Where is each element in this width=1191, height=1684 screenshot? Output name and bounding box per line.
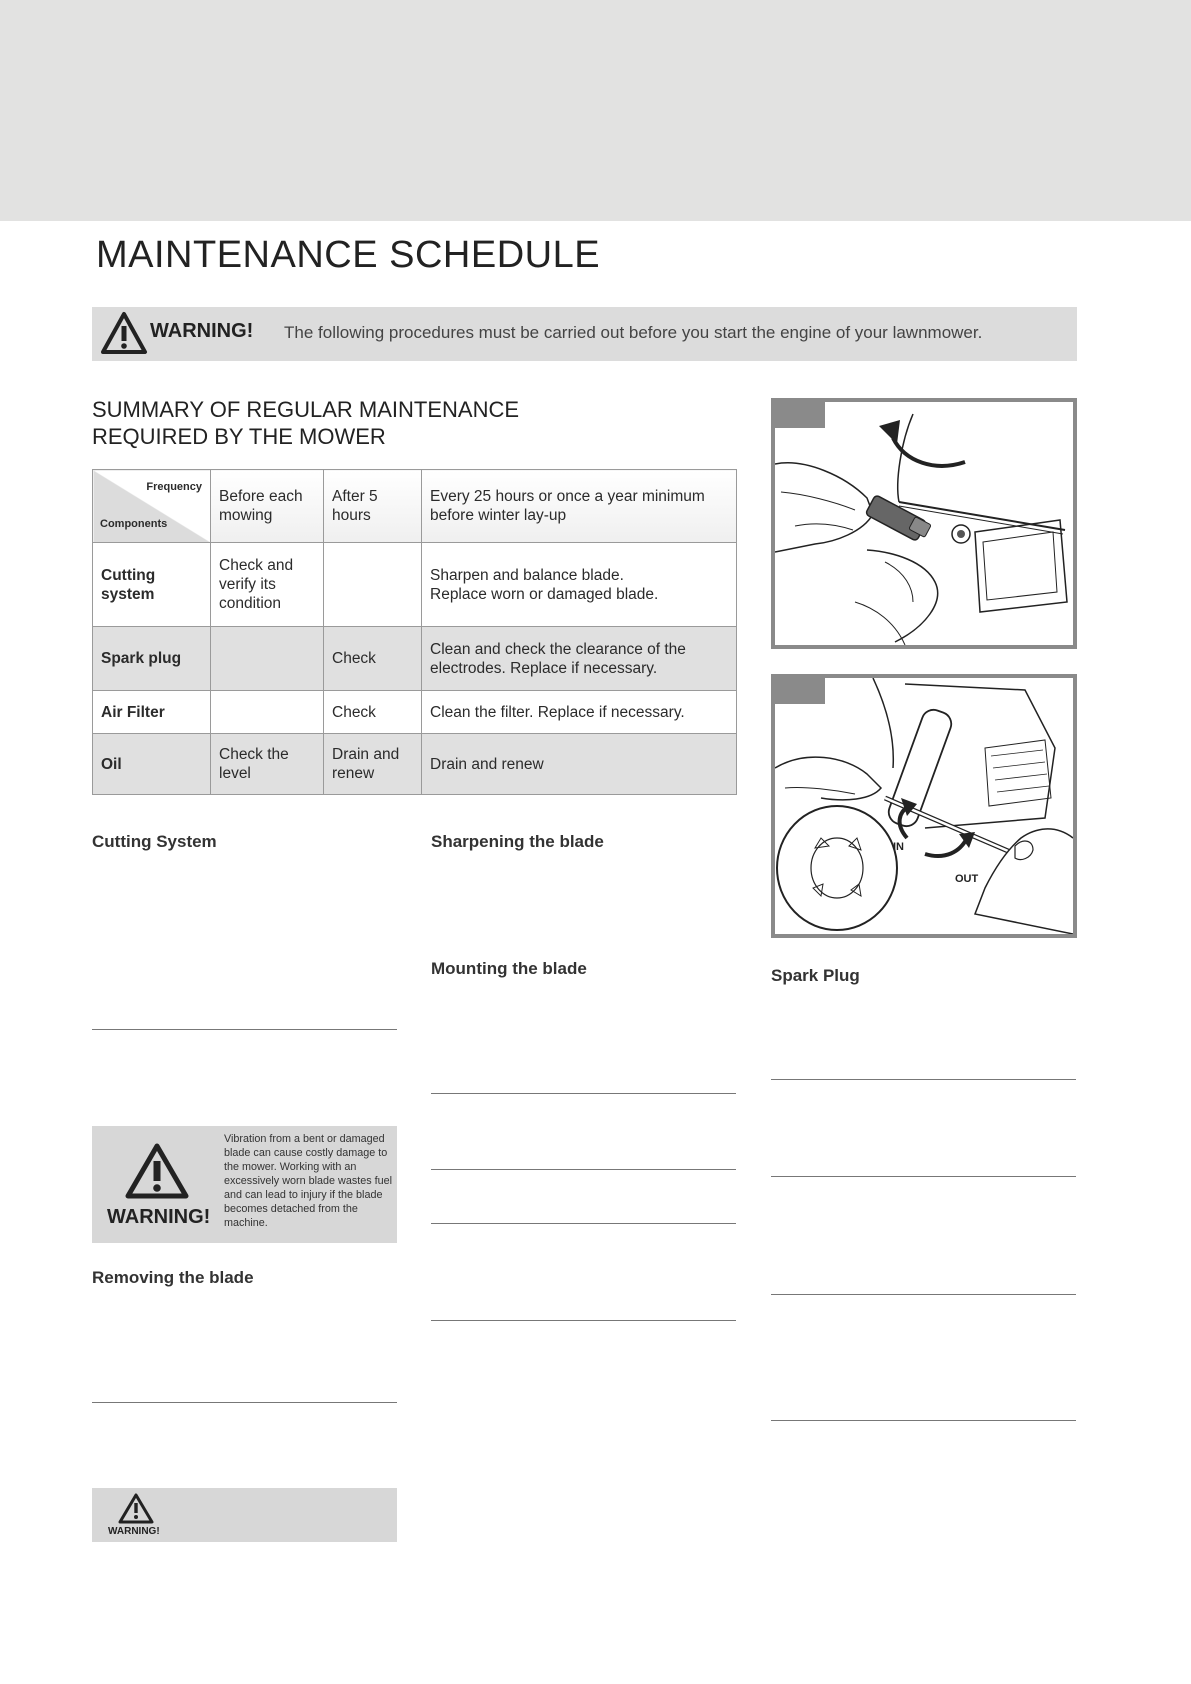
sharpening-heading: Sharpening the blade bbox=[431, 832, 604, 851]
table-cell: Clean and check the clearance of the electrodes. Replace if necessary. bbox=[422, 627, 737, 691]
divider bbox=[92, 1029, 397, 1030]
table-row bbox=[93, 543, 737, 627]
divider bbox=[771, 1420, 1076, 1421]
gap-adjust-illustration bbox=[775, 678, 1073, 934]
divider bbox=[771, 1176, 1076, 1177]
cutting-system-heading: Cutting System bbox=[92, 832, 217, 851]
table-row bbox=[93, 627, 737, 691]
component-cell: Spark plug bbox=[93, 627, 211, 691]
table-cell: Check bbox=[324, 691, 422, 734]
table-header-row bbox=[93, 470, 737, 543]
in-label: IN bbox=[893, 841, 904, 853]
page-title: MAINTENANCE SCHEDULE bbox=[96, 234, 601, 276]
summary-line-2: REQUIRED BY THE MOWER bbox=[92, 424, 386, 449]
divider bbox=[431, 1320, 736, 1321]
divider bbox=[771, 1294, 1076, 1295]
corner-cell bbox=[93, 470, 211, 543]
table-row bbox=[93, 691, 737, 734]
column-header: After 5 hours bbox=[324, 470, 422, 543]
warning-icon bbox=[118, 1493, 154, 1524]
component-cell: Cutting system bbox=[93, 543, 211, 627]
summary-heading bbox=[92, 396, 519, 450]
cell-line: Sharpen and balance blade. bbox=[430, 566, 624, 584]
column-header: Every 25 hours or once a year minimum before winter lay-up bbox=[422, 470, 737, 543]
divider bbox=[92, 1402, 397, 1403]
spark-plug-illustration bbox=[775, 402, 1073, 645]
divider bbox=[771, 1079, 1076, 1080]
maintenance-table bbox=[92, 469, 737, 795]
removing-heading: Removing the blade bbox=[92, 1268, 254, 1287]
table-row bbox=[93, 734, 737, 795]
table-cell: Check the level bbox=[211, 734, 324, 795]
table-cell bbox=[324, 543, 422, 627]
component-cell: Oil bbox=[93, 734, 211, 795]
figure-tab bbox=[775, 678, 825, 704]
header-band bbox=[0, 0, 1191, 221]
summary-line-1: SUMMARY OF REGULAR MAINTENANCE bbox=[92, 397, 520, 422]
bottom-warning-box bbox=[92, 1488, 397, 1542]
warning-text: The following procedures must be carried out before you start the engine of your lawnmower. bbox=[284, 323, 983, 342]
warning-label: WARNING! bbox=[108, 1526, 160, 1537]
spark-plug-removal-figure bbox=[771, 398, 1077, 649]
table-cell: Clean the filter. Replace if necessary. bbox=[422, 691, 737, 734]
divider bbox=[431, 1169, 736, 1170]
table-cell bbox=[211, 691, 324, 734]
warning-icon bbox=[124, 1142, 190, 1200]
divider bbox=[431, 1223, 736, 1224]
spark-plug-gap-figure bbox=[771, 674, 1077, 938]
warning-label: WARNING! bbox=[150, 320, 254, 342]
warning-label: WARNING! bbox=[107, 1206, 211, 1228]
components-label: Components bbox=[100, 518, 168, 530]
blade-warning-box bbox=[92, 1126, 397, 1243]
component-cell: Air Filter bbox=[93, 691, 211, 734]
top-warning-banner bbox=[92, 307, 1077, 361]
cell-line: Replace worn or damaged blade. bbox=[430, 585, 659, 603]
table-cell: Check and verify its condition bbox=[211, 543, 324, 627]
figure-tab bbox=[775, 402, 825, 428]
warning-icon bbox=[100, 311, 148, 355]
table-cell: Check bbox=[324, 627, 422, 691]
table-cell bbox=[422, 543, 737, 627]
table-cell: Drain and renew bbox=[324, 734, 422, 795]
table-cell bbox=[211, 627, 324, 691]
table-cell: Drain and renew bbox=[422, 734, 737, 795]
column-header: Before each mowing bbox=[211, 470, 324, 543]
mounting-heading: Mounting the blade bbox=[431, 959, 587, 978]
out-label: OUT bbox=[955, 873, 979, 885]
frequency-label: Frequency bbox=[146, 481, 202, 493]
spark-plug-heading: Spark Plug bbox=[771, 966, 860, 985]
divider bbox=[431, 1093, 736, 1094]
warning-text: Vibration from a bent or damaged blade can cause costly damage to the mower. Working with an excessively worn blade wastes fuel and can lead to injury if the blade becomes detached from the machine. bbox=[224, 1133, 393, 1229]
